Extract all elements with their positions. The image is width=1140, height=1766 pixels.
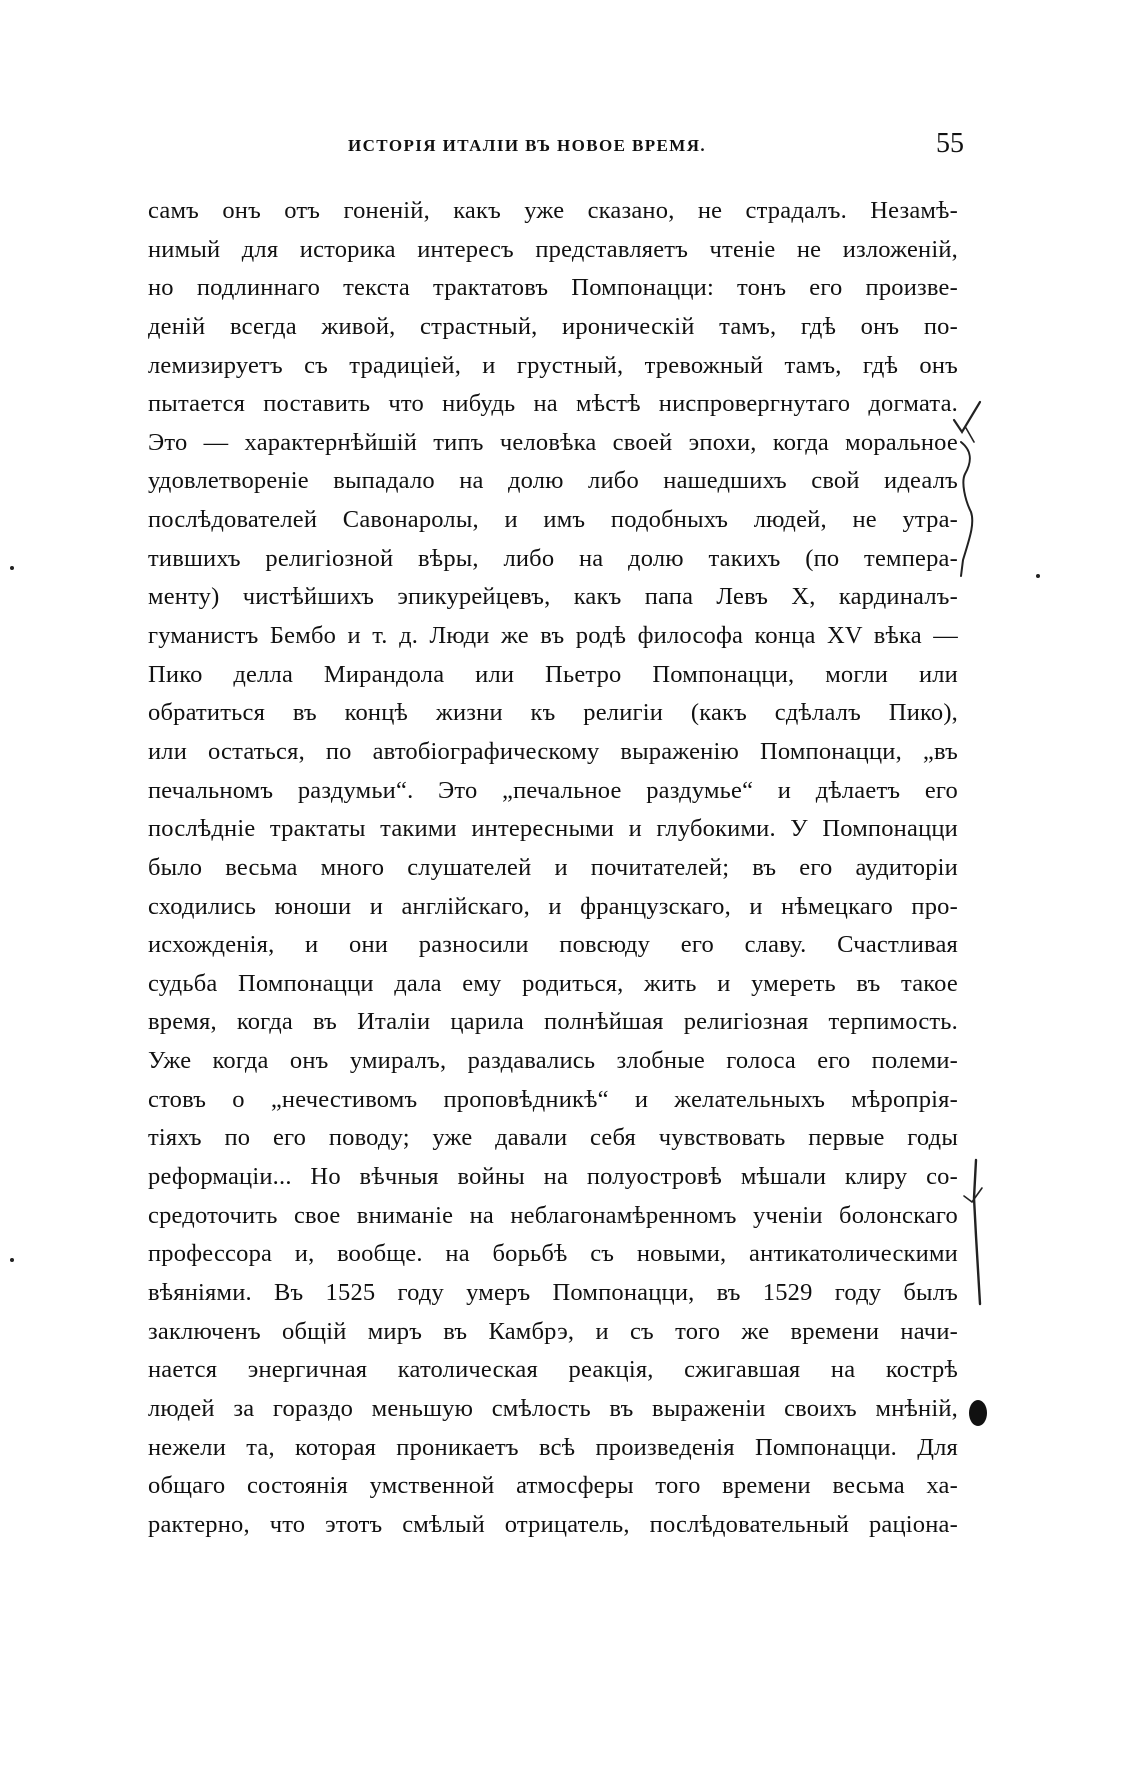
text-line: реформаціи... Но вѣчныя войны на полуостровѣ мѣшали клиру со- <box>148 1163 958 1191</box>
text-line: Пико делла Мирандола или Пьетро Помпонацци, могли или <box>148 660 958 688</box>
text-line: нимый для историка интересъ представляетъ чтеніе не изложеній, <box>148 235 958 263</box>
page-speck <box>10 566 14 570</box>
text-line: но подлиннаго текста трактатовъ Помпонацци: тонъ его произве- <box>148 274 958 302</box>
text-line: средоточить свое вниманіе на неблагонамѣренномъ ученіи болонскаго <box>148 1201 958 1229</box>
text-line: время, когда въ Италіи царила полнѣйшая религіозная терпимость. <box>148 1008 958 1036</box>
text-line: судьба Помпонацци дала ему родиться, жить и умереть въ такое <box>148 969 958 997</box>
text-line: удовлетвореніе выпадало на долю либо нашедшихъ свой идеалъ <box>148 467 958 495</box>
page-number: 55 <box>936 128 964 159</box>
text-line: было весьма много слушателей и почитателей; въ его аудиторіи <box>148 853 958 881</box>
text-line: рактерно, что этотъ смѣлый отрицатель, послѣдовательный раціона- <box>148 1510 958 1538</box>
text-line: гуманистъ Бембо и т. д. Люди же въ родѣ философа конца XV вѣка — <box>148 622 958 650</box>
text-line: тившихъ религіозной вѣры, либо на долю такихъ (по темпера- <box>148 544 958 572</box>
text-line: лемизируетъ съ традиціей, и грустный, тревожный тамъ, гдѣ онъ <box>148 351 958 379</box>
text-line: печальномъ раздумьи“. Это „печальное раздумье“ и дѣлаетъ его <box>148 776 958 804</box>
text-line: профессора и, вообще. на борьбѣ съ новыми, антикатолическими <box>148 1240 958 1268</box>
text-line: нается энергичная католическая реакція, сжигавшая на кострѣ <box>148 1356 958 1384</box>
page-speck <box>10 1258 14 1262</box>
text-line: стовъ о „нечестивомъ проповѣдникѣ“ и желательныхъ мѣропрія- <box>148 1085 958 1113</box>
text-line: сходились юноши и англійскаго, и французскаго, и нѣмецкаго про- <box>148 892 958 920</box>
margin-bracket-right <box>955 440 985 580</box>
text-line: нежели та, которая проникаетъ всѣ произведенія Помпонацци. Для <box>148 1433 958 1461</box>
text-line: пытается поставить что нибудь на мѣстѣ ниспровергнутаго догмата. <box>148 390 958 418</box>
text-line: Это — характернѣйшій типъ человѣка своей эпохи, когда моральное <box>148 428 958 456</box>
text-line: тіяхъ по его поводу; уже давали себя чувствовать первые годы <box>148 1124 958 1152</box>
text-line: послѣдователей Савонаролы, и имъ подобныхъ людей, не утра- <box>148 506 958 534</box>
body-text <box>148 192 958 1544</box>
text-line: менту) чистѣйшихъ эпикурейцевъ, какъ папа Левъ X, кардиналъ- <box>148 583 958 611</box>
text-line: или остаться, по автобіографическому выраженію Помпонацци, „въ <box>148 737 958 765</box>
margin-ink-blot <box>966 1398 990 1428</box>
running-head <box>148 128 966 168</box>
margin-line-lower <box>962 1158 992 1308</box>
text-line: общаго состоянія умственной атмосферы того времени весьма ха- <box>148 1472 958 1500</box>
text-line: Уже когда онъ умиралъ, раздавались злобные голоса его полеми- <box>148 1047 958 1075</box>
page-speck <box>1036 574 1040 578</box>
text-line: деній всегда живой, страстный, ироническій тамъ, гдѣ онъ по- <box>148 312 958 340</box>
text-line: исхожденія, и они разносили повсюду его славу. Счастливая <box>148 931 958 959</box>
text-line: самъ онъ отъ гоненій, какъ уже сказано, не страдалъ. Незамѣ- <box>148 197 958 224</box>
text-line: послѣдніе трактаты такими интересными и глубокими. У Помпонацци <box>148 815 958 843</box>
text-line: вѣяніями. Въ 1525 году умеръ Помпонацци, въ 1529 году былъ <box>148 1278 958 1306</box>
text-line: обратиться въ концѣ жизни къ религіи (какъ сдѣлалъ Пико), <box>148 699 958 727</box>
text-line: людей за гораздо меньшую смѣлость въ выраженіи своихъ мнѣній, <box>148 1394 958 1422</box>
text-line: заключенъ общій миръ въ Камбрэ, и съ того же времени начи- <box>148 1317 958 1345</box>
running-title: ИСТОРІЯ ИТАЛІИ ВЪ НОВОЕ ВРЕМЯ. <box>348 136 707 155</box>
